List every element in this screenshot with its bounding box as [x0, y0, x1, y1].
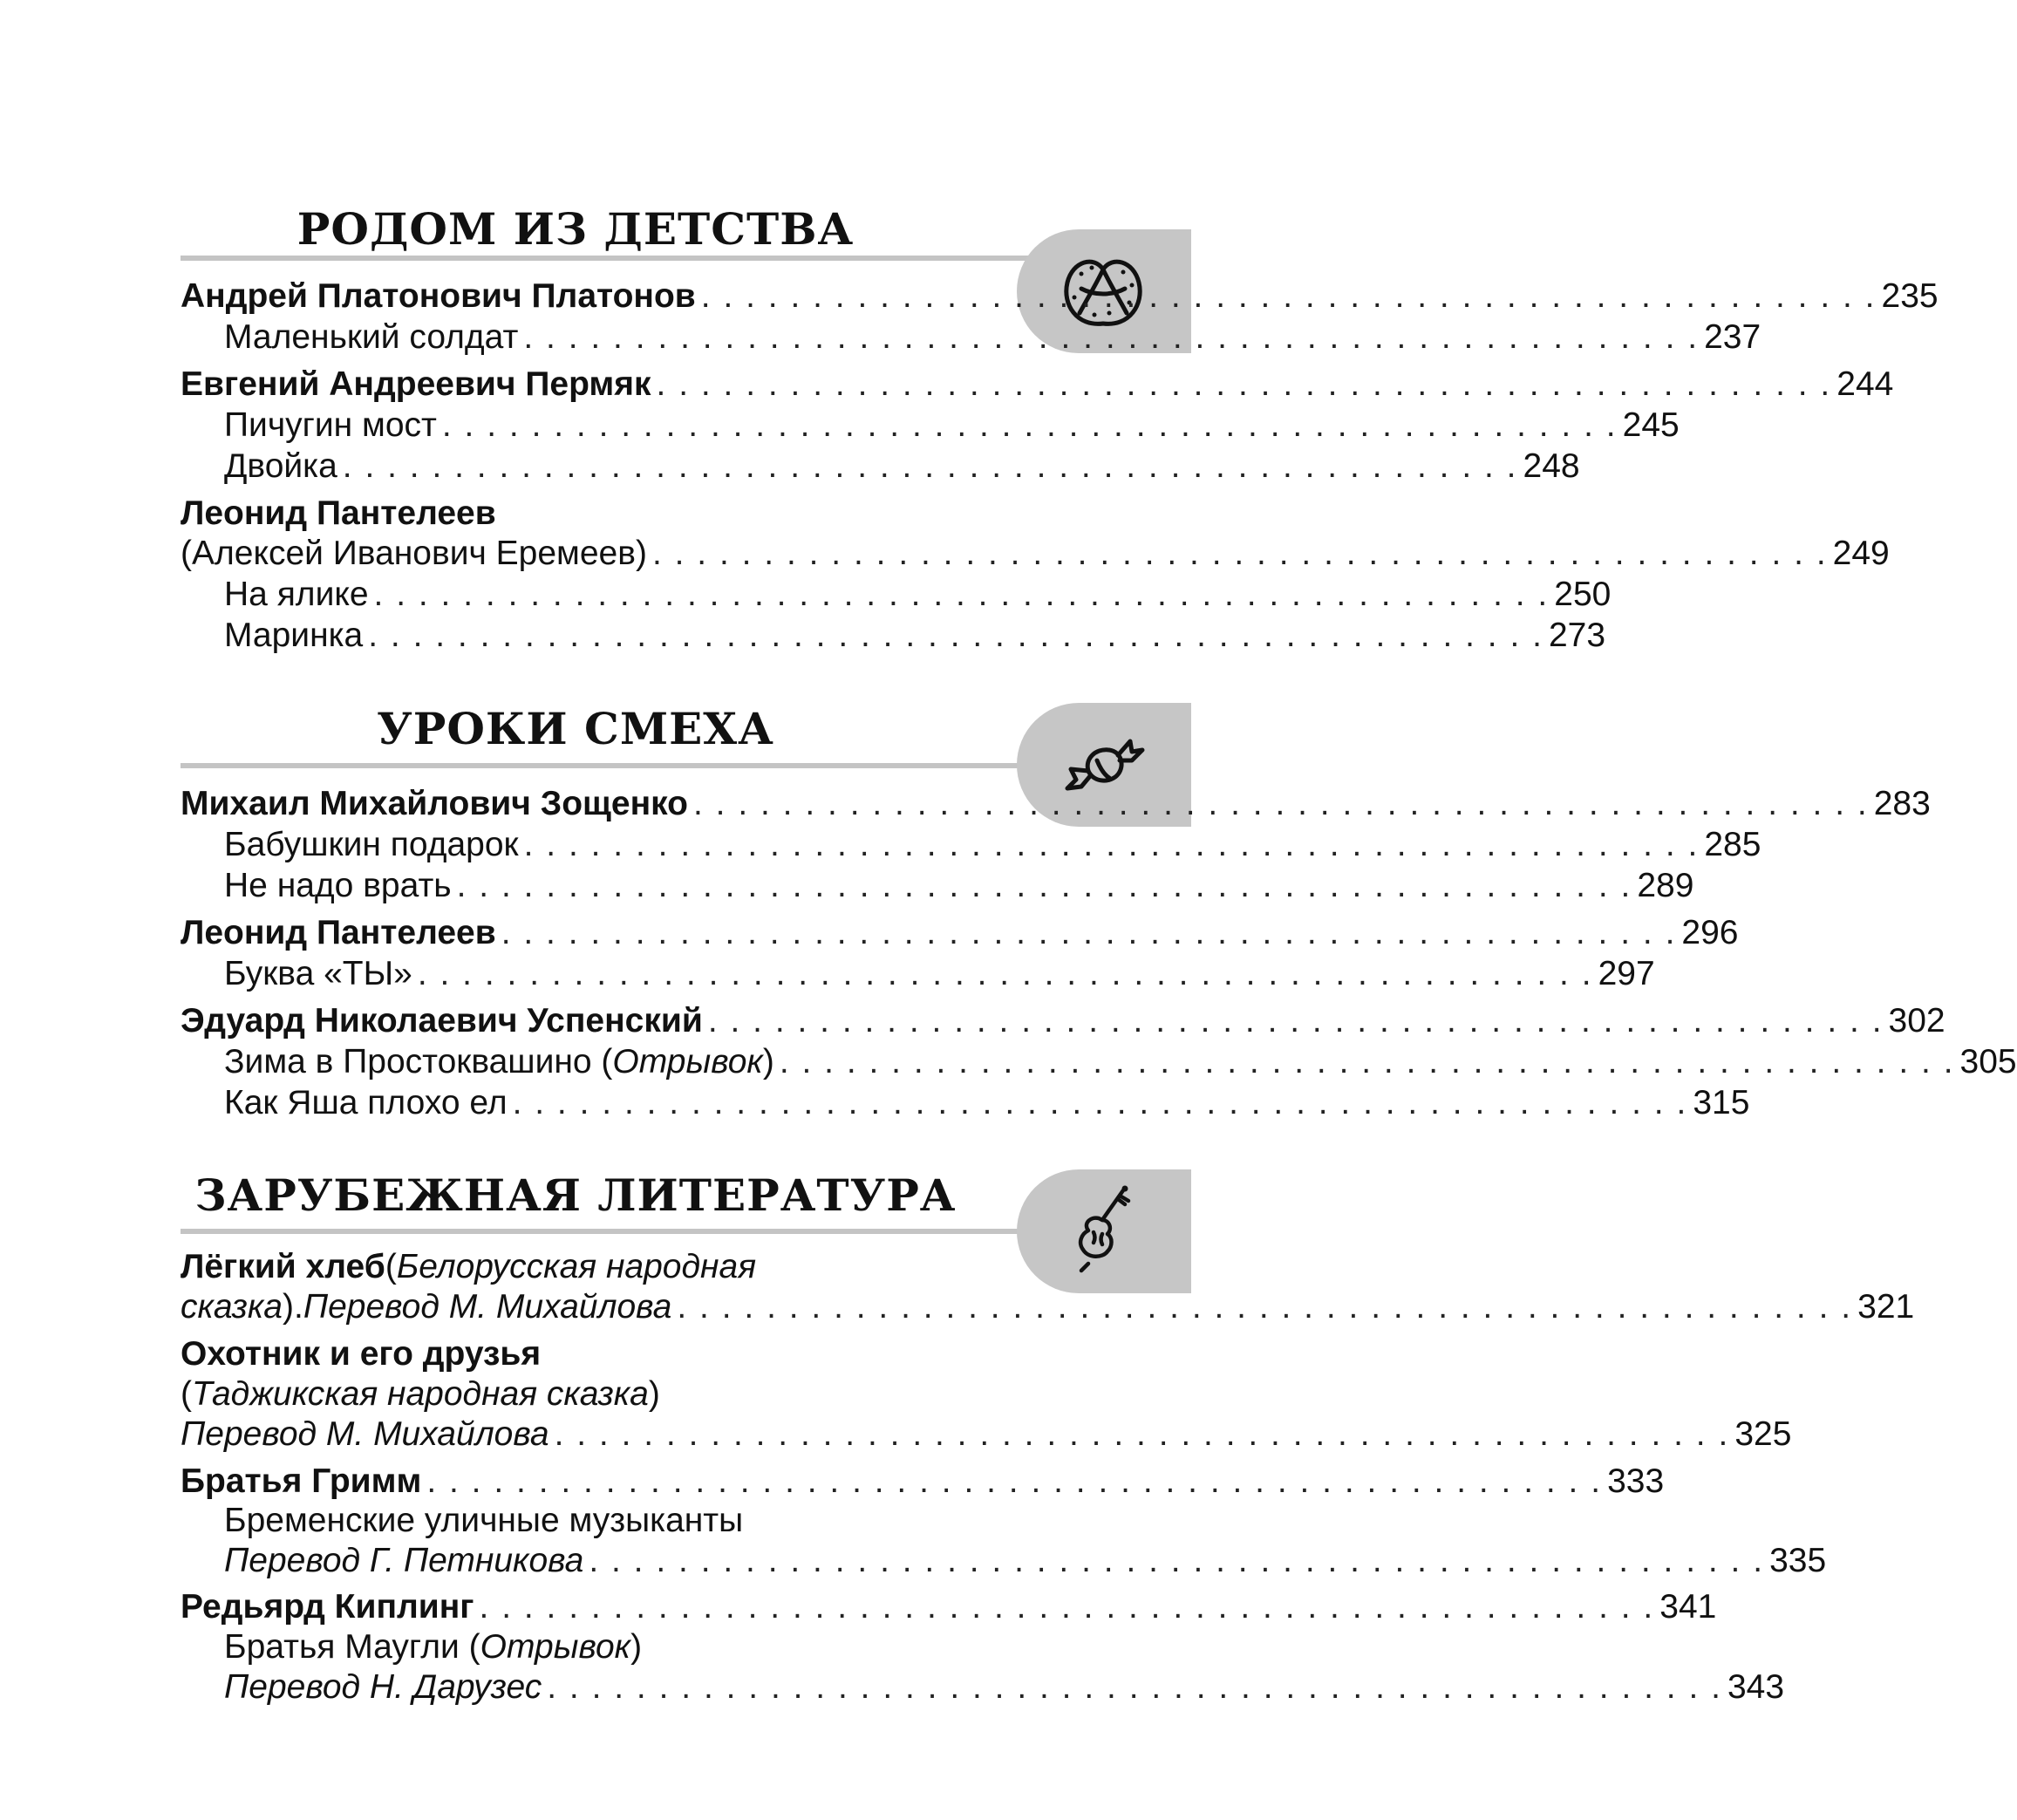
- toc-entry[interactable]: Евгений Андреевич Пермяк . . . . . . . . . . . . . . . . . . . . . . . . . . . . . . . . . . . . . . . . . . . . . . . . . . . . . 244: [181, 365, 1894, 403]
- section-divider: [181, 1229, 1053, 1234]
- story-title: Как Яша плохо ел: [224, 1084, 508, 1121]
- author-name: Эдуард Николаевич Успенский: [181, 1002, 703, 1040]
- page-number: 325: [1734, 1415, 1792, 1453]
- toc-entry-heading[interactable]: Лёгкий хлеб ( Белорусская народная: [181, 1248, 757, 1285]
- toc-entry[interactable]: Буква «ТЫ» . . . . . . . . . . . . . . . . . . . . . . . . . . . . . . . . . . . . . . . . . . . . . . . . . . . . . 297: [224, 955, 1655, 992]
- toc-entry[interactable]: Как Яша плохо ел . . . . . . . . . . . . . . . . . . . . . . . . . . . . . . . . . . . . . . . . . . . . . . . . . . . . . 315: [224, 1084, 1750, 1121]
- toc-entry-heading[interactable]: [181, 1334, 969, 1374]
- page-number: 250: [1554, 576, 1612, 613]
- origin-note: Таджикская народная сказка: [192, 1375, 649, 1413]
- author-name: Леонид Пантелеев: [181, 494, 496, 532]
- toc-entry-heading[interactable]: [181, 494, 969, 534]
- toc-entry[interactable]: сказка ). Перевод М. Михайлова . . . . . . . . . . . . . . . . . . . . . . . . . . . . . . . . . . . . . . . . . . . . . . . . . . . . . 321: [181, 1288, 1915, 1326]
- author-name: Михаил Михайлович Зощенко: [181, 785, 688, 822]
- translator: Перевод М. Михайлова: [181, 1415, 549, 1453]
- story-title: Охотник и его друзья: [181, 1335, 542, 1373]
- page-number: 237: [1704, 318, 1761, 356]
- story-title: Бабушкин подарок: [224, 826, 519, 863]
- toc-entry[interactable]: Зима в Простоквашино ( Отрывок ) . . . . . . . . . . . . . . . . . . . . . . . . . . . . . . . . . . . . . . . . . . . . . . . . . . . . . 305: [224, 1043, 2017, 1080]
- toc-entry-heading[interactable]: Братья Маугли ( Отрывок ): [224, 1628, 643, 1666]
- page-number: 321: [1857, 1288, 1915, 1326]
- author-name: Братья Гримм: [181, 1462, 422, 1500]
- page-number: 249: [1832, 535, 1890, 572]
- author-name: Редьярд Киплинг: [181, 1588, 474, 1626]
- story-title: На ялике: [224, 576, 369, 613]
- story-title: Не надо врать: [224, 867, 452, 904]
- page-number: 305: [1959, 1043, 2017, 1080]
- page-number: 341: [1659, 1588, 1717, 1626]
- translator: Перевод Г. Петникова: [224, 1542, 584, 1579]
- page-number: 273: [1548, 617, 1606, 654]
- story-title: Буква «ТЫ»: [224, 955, 412, 992]
- toc-entry-subline: ( Таджикская народная сказка ): [181, 1375, 660, 1413]
- translator: Перевод М. Михайлова: [303, 1288, 672, 1326]
- toc-entry[interactable]: Двойка . . . . . . . . . . . . . . . . . . . . . . . . . . . . . . . . . . . . . . . . . . . . . . . . . . . . . 248: [224, 447, 1580, 485]
- toc-entry[interactable]: Леонид Пантелеев . . . . . . . . . . . . . . . . . . . . . . . . . . . . . . . . . . . . . . . . . . . . . . . . . . . . . 296: [181, 914, 1739, 951]
- toc-entry[interactable]: Эдуард Николаевич Успенский . . . . . . . . . . . . . . . . . . . . . . . . . . . . . . . . . . . . . . . . . . . . . . . . . . . . . 302: [181, 1002, 1945, 1040]
- story-title: Зима в Простоквашино (: [224, 1043, 613, 1080]
- toc-entry[interactable]: Перевод Н. Дарузес . . . . . . . . . . . . . . . . . . . . . . . . . . . . . . . . . . . . . . . . . . . . . . . . . . . . . 343: [224, 1668, 1785, 1706]
- toc-entry[interactable]: Маленький солдат . . . . . . . . . . . . . . . . . . . . . . . . . . . . . . . . . . . . . . . . . . . . . . . . . . . . . 237: [224, 318, 1761, 356]
- page-number: 245: [1622, 406, 1680, 444]
- excerpt-note: Отрывок: [612, 1043, 763, 1080]
- author-name: Леонид Пантелеев: [181, 914, 496, 951]
- story-title: Двойка: [224, 447, 337, 485]
- author-name: Евгений Андреевич Пермяк: [181, 365, 651, 403]
- author-real-name: (Алексей Иванович Еремеев): [181, 535, 647, 572]
- page-number: 343: [1727, 1668, 1785, 1706]
- toc-entry[interactable]: Маринка . . . . . . . . . . . . . . . . . . . . . . . . . . . . . . . . . . . . . . . . . . . . . . . . . . . . . 273: [224, 617, 1606, 654]
- author-name: Андрей Платонович Платонов: [181, 277, 696, 315]
- page-number: 283: [1873, 785, 1931, 822]
- section-tab: [1017, 1169, 1191, 1293]
- origin-note: сказка: [181, 1288, 283, 1326]
- section-title-uroki-smekha: УРОКИ СМЕХА: [377, 703, 774, 754]
- toc-entry[interactable]: Перевод Г. Петникова . . . . . . . . . . . . . . . . . . . . . . . . . . . . . . . . . . . . . . . . . . . . . . . . . . . . . 335: [224, 1542, 1827, 1579]
- toc-entry-heading[interactable]: [224, 1501, 969, 1541]
- section-divider: [181, 256, 1053, 261]
- toc-entry[interactable]: Редьярд Киплинг . . . . . . . . . . . . . . . . . . . . . . . . . . . . . . . . . . . . . . . . . . . . . . . . . . . . . 341: [181, 1588, 1717, 1626]
- page-number: 289: [1637, 867, 1694, 904]
- story-title: Маринка: [224, 617, 364, 654]
- section-title-rodom-iz-detstva: РОДОМ ИЗ ДЕТСТВА: [296, 203, 855, 255]
- story-title: Маленький солдат: [224, 318, 519, 356]
- story-title: Лёгкий хлеб: [181, 1248, 385, 1285]
- page-number: 235: [1881, 277, 1939, 315]
- page-number: 296: [1681, 914, 1739, 951]
- story-title: Братья Маугли (: [224, 1628, 480, 1666]
- story-title: Пичугин мост: [224, 406, 437, 444]
- page-number: 297: [1598, 955, 1655, 992]
- page-number: 333: [1607, 1462, 1665, 1500]
- toc-entry[interactable]: Пичугин мост . . . . . . . . . . . . . . . . . . . . . . . . . . . . . . . . . . . . . . . . . . . . . . . . . . . . . 245: [224, 406, 1680, 444]
- page-number: 302: [1888, 1002, 1945, 1040]
- toc-entry[interactable]: Михаил Михайлович Зощенко . . . . . . . . . . . . . . . . . . . . . . . . . . . . . . . . . . . . . . . . . . . . . . . . . . . . . 283: [181, 785, 1931, 822]
- page-number: 244: [1836, 365, 1894, 403]
- section-divider: [181, 763, 1053, 768]
- origin-note: Белорусская народная: [396, 1248, 757, 1285]
- section-title-zarubezhnaya-literatura: ЗАРУБЕЖНАЯ ЛИТЕРАТУРА: [194, 1169, 957, 1221]
- page-number: 315: [1693, 1084, 1750, 1121]
- toc-entry[interactable]: Перевод М. Михайлова . . . . . . . . . . . . . . . . . . . . . . . . . . . . . . . . . . . . . . . . . . . . . . . . . . . . . 325: [181, 1415, 1792, 1453]
- translator: Перевод Н. Дарузес: [224, 1668, 542, 1706]
- page-number: 335: [1769, 1542, 1827, 1579]
- toc-entry[interactable]: Братья Гримм . . . . . . . . . . . . . . . . . . . . . . . . . . . . . . . . . . . . . . . . . . . . . . . . . . . . . 333: [181, 1462, 1665, 1500]
- toc-entry[interactable]: Не надо врать . . . . . . . . . . . . . . . . . . . . . . . . . . . . . . . . . . . . . . . . . . . . . . . . . . . . . 289: [224, 867, 1694, 904]
- excerpt-note: Отрывок: [480, 1628, 631, 1666]
- toc-entry[interactable]: На ялике . . . . . . . . . . . . . . . . . . . . . . . . . . . . . . . . . . . . . . . . . . . . . . . . . . . . . 250: [224, 576, 1612, 613]
- violin-icon: [1055, 1183, 1151, 1279]
- toc-entry[interactable]: Бабушкин подарок . . . . . . . . . . . . . . . . . . . . . . . . . . . . . . . . . . . . . . . . . . . . . . . . . . . . . 285: [224, 826, 1761, 863]
- toc-entry[interactable]: Андрей Платонович Платонов . . . . . . . . . . . . . . . . . . . . . . . . . . . . . . . . . . . . . . . . . . . . . . . . . . . . . 235: [181, 277, 1939, 315]
- story-title: Бременские уличные музыканты: [224, 1502, 744, 1539]
- page-number: 248: [1523, 447, 1580, 485]
- page-number: 285: [1704, 826, 1761, 863]
- toc-entry[interactable]: (Алексей Иванович Еремеев) . . . . . . . . . . . . . . . . . . . . . . . . . . . . . . . . . . . . . . . . . . . . . . . . . . . . . 249: [181, 535, 1890, 572]
